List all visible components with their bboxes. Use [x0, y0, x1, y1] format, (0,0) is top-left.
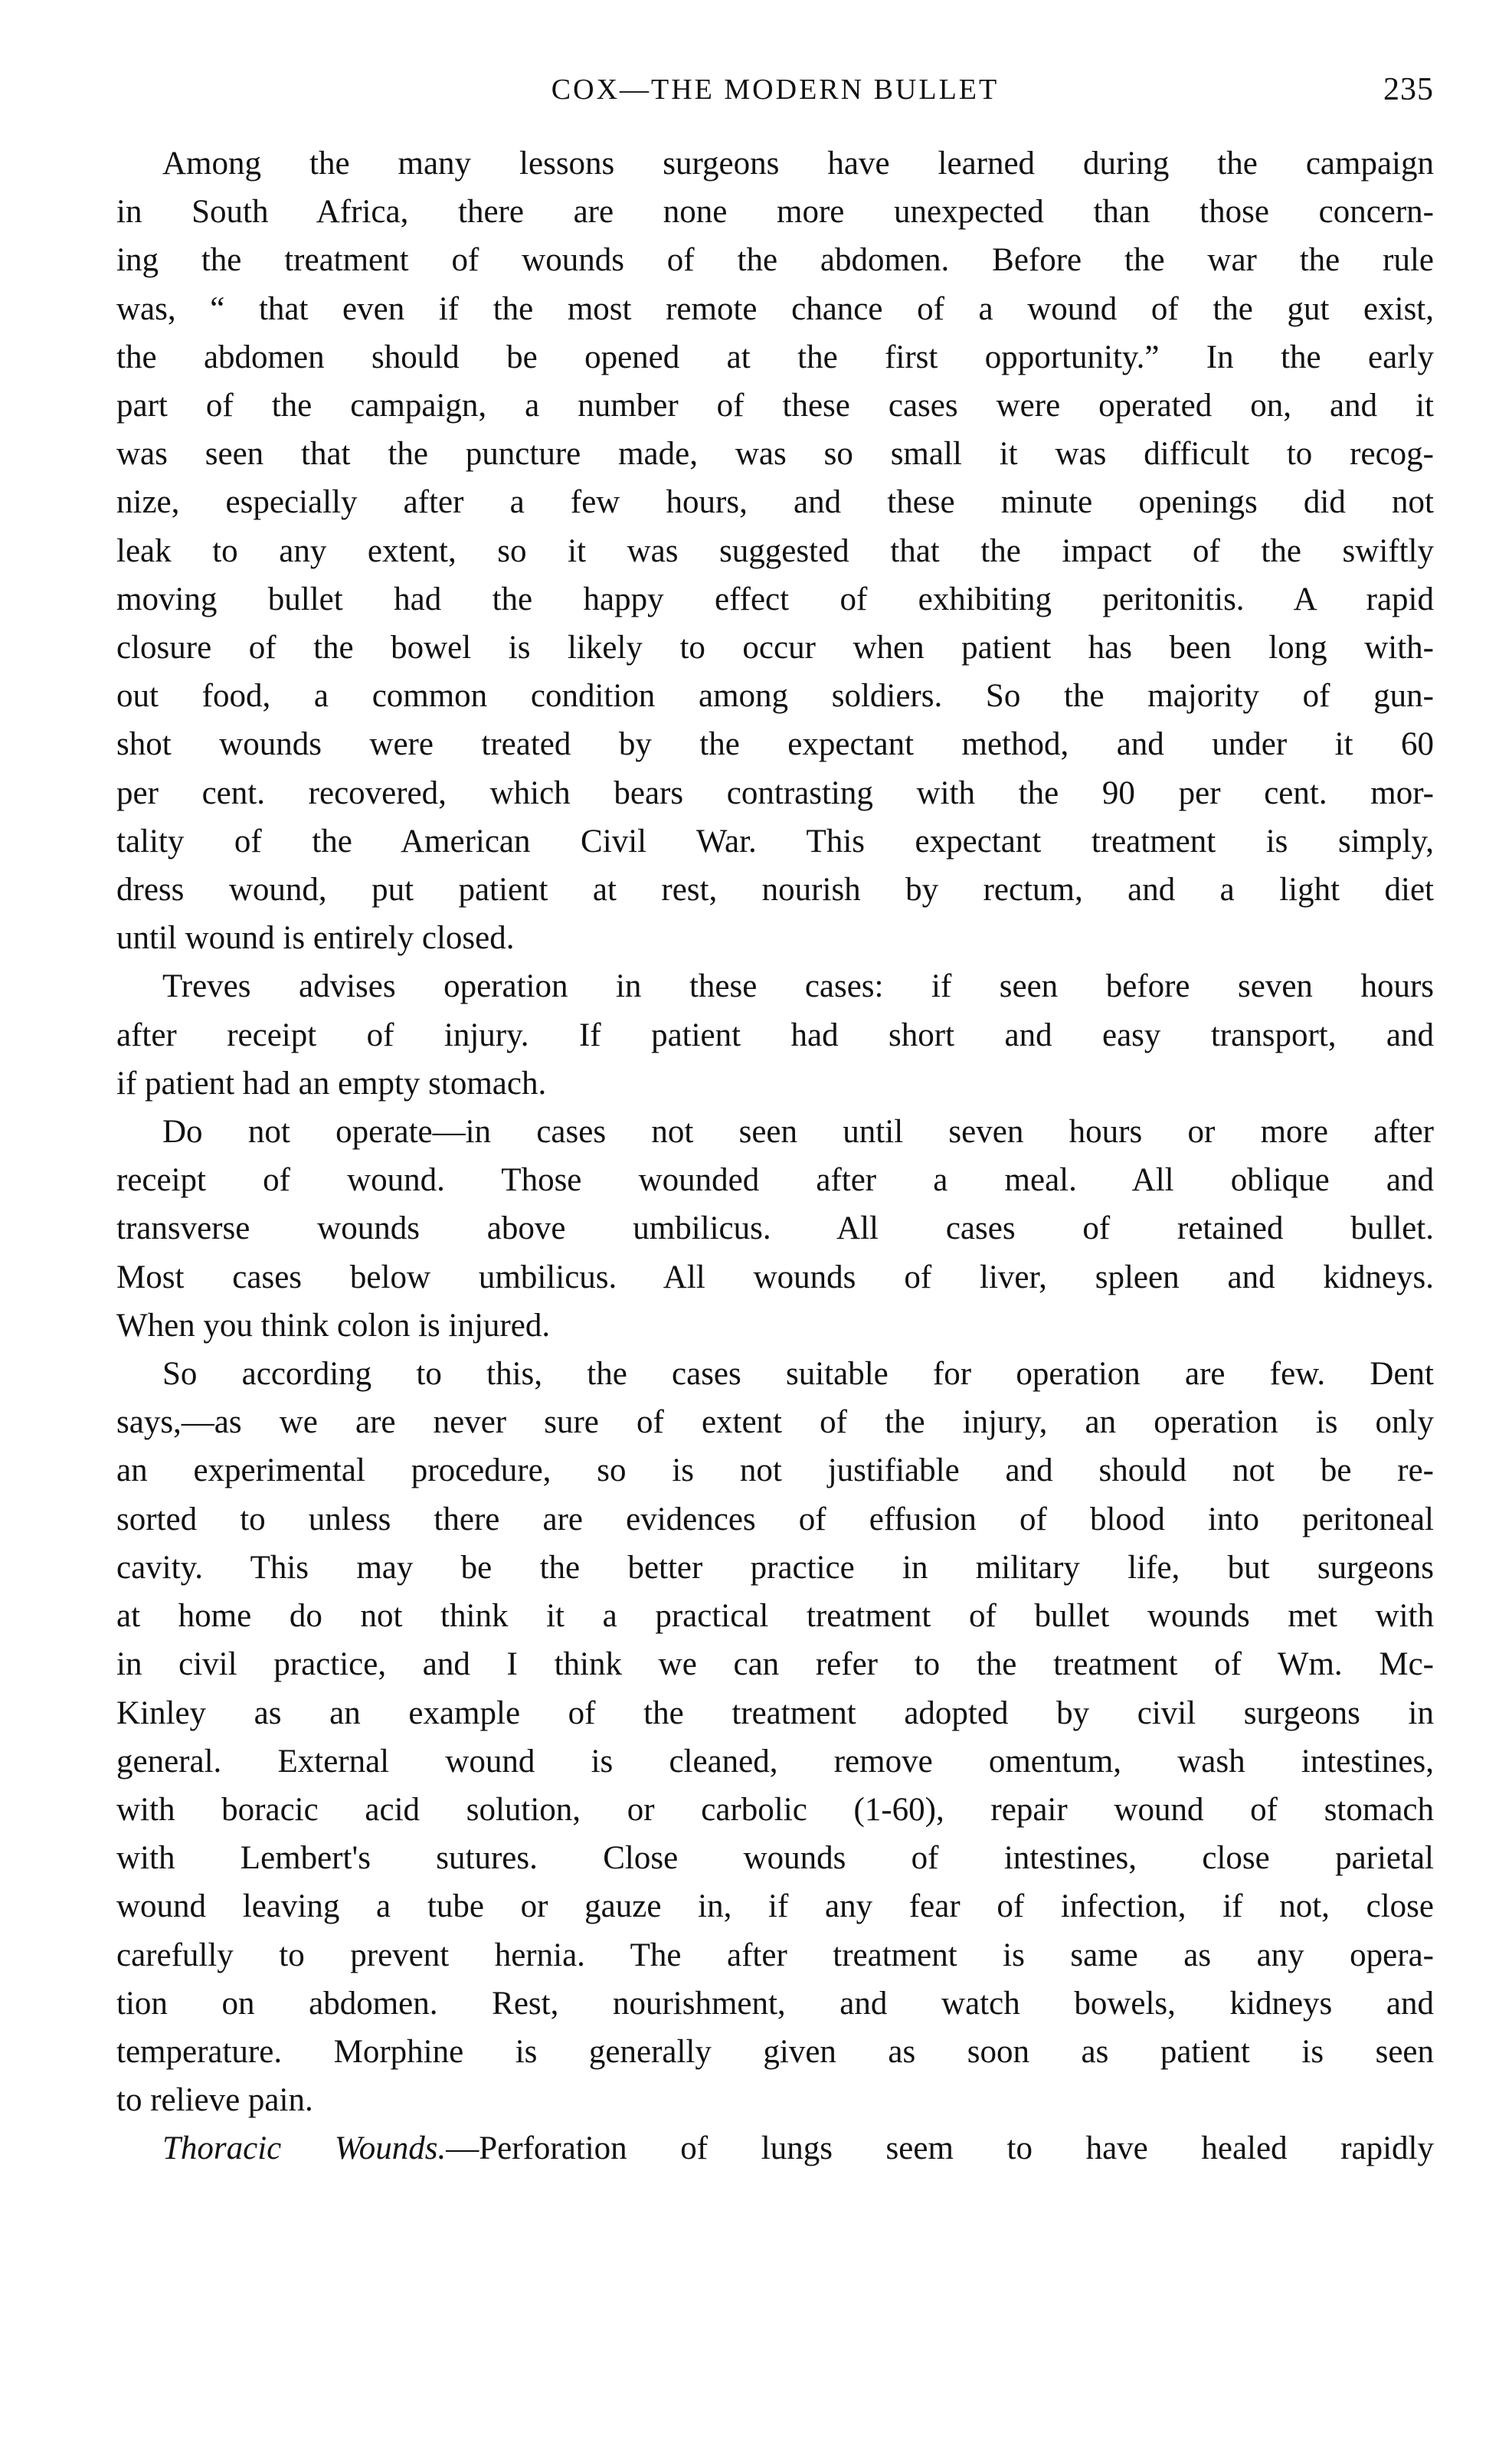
page-number: 235 — [1383, 72, 1434, 107]
text-line: says,—as we are never sure of extent of the injury, an operation is only — [116, 1404, 1434, 1441]
document-page — [116, 70, 1434, 2173]
text-line: out food, a common condition among soldiers. So the majority of gun- — [116, 678, 1434, 715]
text-line: moving bullet had the happy effect of exhibiting peritonitis. A rapid — [116, 581, 1434, 617]
text-line: ing the treatment of wounds of the abdomen. Before the war the rule — [116, 242, 1434, 279]
text-line-continuation: —Perforation of lungs seem to have healed rapidly — [446, 2130, 1434, 2167]
text-line: with Lembert's sutures. Close wounds of intestines, close parietal — [116, 1840, 1434, 1877]
text-line: tality of the American Civil War. This expectant treatment is simply, — [116, 823, 1434, 860]
running-head — [116, 70, 1434, 116]
text-line: wound leaving a tube or gauze in, if any fear of infection, if not, close — [116, 1888, 1434, 1925]
text-line: an experimental procedure, so is not justifiable and should not be re- — [116, 1452, 1434, 1489]
text-line: in South Africa, there are none more unexpected than those concern- — [116, 194, 1434, 231]
text-line: general. External wound is cleaned, remove omentum, wash intestines, — [116, 1743, 1434, 1780]
text-line: cavity. This may be the better practice in military life, but surgeons — [116, 1549, 1434, 1586]
paragraph-thoracic-wounds — [116, 2124, 1434, 2173]
text-line: When you think colon is injured. — [116, 1307, 551, 1344]
running-title: COX—THE MODERN BULLET — [551, 74, 1000, 106]
text-line: after receipt of injury. If patient had short and easy transport, and — [116, 1017, 1434, 1053]
text-line: sorted to unless there are evidences of effusion of blood into peritoneal — [116, 1501, 1434, 1537]
text-line: with boracic acid solution, or carbolic (1-60), repair wound of stomach — [116, 1791, 1434, 1828]
text-line: to relieve pain. — [116, 2082, 313, 2119]
text-line: receipt of wound. Those wounded after a meal. All oblique and — [116, 1162, 1434, 1199]
text-line: nize, especially after a few hours, and these minute openings did not — [116, 484, 1434, 521]
text-line — [116, 2124, 1434, 2173]
text-line: So according to this, the cases suitable for operation are few. Dent — [162, 1356, 1434, 1393]
text-line: leak to any extent, so it was suggested that the impact of the swiftly — [116, 532, 1434, 569]
text-line: Most cases below umbilicus. All wounds of liver, spleen and kidneys. — [116, 1259, 1434, 1295]
paragraph-do-not-operate — [116, 1108, 1434, 1350]
text-line: closure of the bowel is likely to occur when patient has been long with- — [116, 630, 1434, 666]
body-text — [116, 139, 1434, 2173]
text-line: at home do not think it a practical treatment of bullet wounds met with — [116, 1598, 1434, 1635]
text-line: until wound is entirely closed. — [116, 920, 515, 957]
text-line: part of the campaign, a number of these cases were operated on, and it — [116, 388, 1434, 424]
paragraph-treves-advice — [116, 962, 1434, 1108]
section-heading-thoracic-wounds: Thoracic Wounds. — [162, 2130, 447, 2167]
text-line: Among the many lessons surgeons have learned during the campaign — [162, 146, 1434, 182]
text-line: Kinley as an example of the treatment adopted by civil surgeons in — [116, 1695, 1434, 1731]
paragraph-abdominal-wounds — [116, 139, 1434, 962]
text-line: Treves advises operation in these cases: if seen before seven hours — [162, 968, 1434, 1005]
text-line: Do not operate—in cases not seen until seven hours or more after — [162, 1114, 1434, 1151]
paragraph-suitable-cases — [116, 1350, 1434, 2124]
text-line: tion on abdomen. Rest, nourishment, and watch bowels, kidneys and — [116, 1985, 1434, 2022]
text-line: was, “ that even if the most remote chance of a wound of the gut exist, — [116, 290, 1434, 327]
text-line: dress wound, put patient at rest, nourish by rectum, and a light diet — [116, 872, 1434, 909]
text-line: the abdomen should be opened at the first opportunity.” In the early — [116, 339, 1434, 375]
text-line: if patient had an empty stomach. — [116, 1065, 547, 1102]
text-line: carefully to prevent hernia. The after treatment is same as any opera- — [116, 1937, 1434, 1973]
text-line: per cent. recovered, which bears contrasting with the 90 per cent. mor- — [116, 774, 1434, 811]
text-line: shot wounds were treated by the expectant method, and under it 60 — [116, 726, 1434, 763]
text-line: transverse wounds above umbilicus. All cases of retained bullet. — [116, 1210, 1434, 1247]
text-line: temperature. Morphine is generally given as soon as patient is seen — [116, 2033, 1434, 2070]
text-line: in civil practice, and I think we can refer to the treatment of Wm. Mc- — [116, 1646, 1434, 1683]
text-line: was seen that the puncture made, was so small it was difficult to recog- — [116, 436, 1434, 473]
